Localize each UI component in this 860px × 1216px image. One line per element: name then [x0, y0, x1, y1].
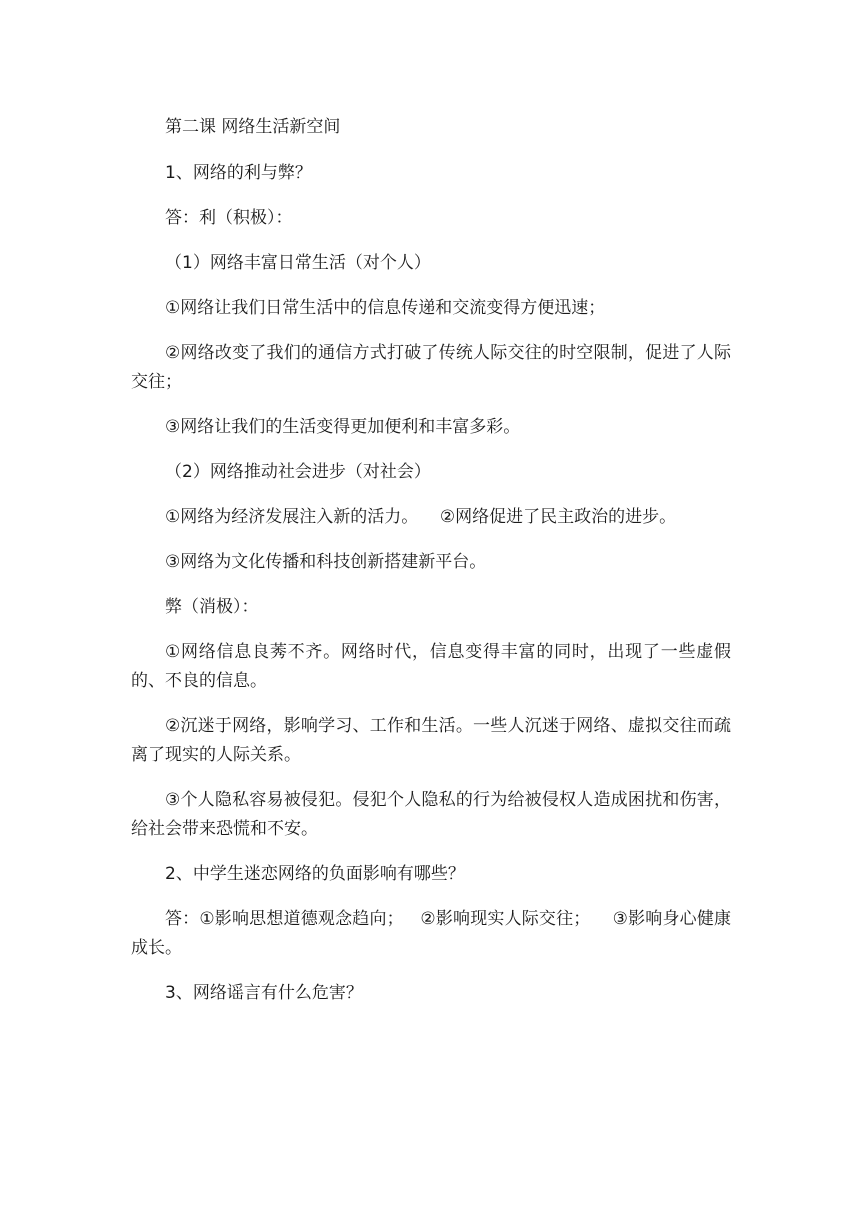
lesson-title: 第二课 网络生活新空间 [165, 117, 341, 137]
list-item: ①网络信息良莠不齐。网络时代，信息变得丰富的同时，出现了一些虚假的、不良的信息。 [131, 642, 731, 691]
list-item: ②沉迷于网络，影响学习、工作和生活。一些人沉迷于网络、虚拟交往而疏离了现实的人际关系。 [131, 716, 731, 765]
question-heading: 2、中学生迷恋网络的负面影响有哪些？ [165, 864, 465, 884]
list-item: ②网络改变了我们的通信方式打破了传统人际交往的时空限制，促进了人际交往； [131, 343, 731, 392]
question-heading: 1、网络的利与弊？ [165, 163, 312, 183]
list-item: ①网络为经济发展注入新的活力。 ②网络促进了民主政治的进步。 [165, 507, 677, 527]
list-item: ③个人隐私容易被侵犯。侵犯个人隐私的行为给被侵权人造成困扰和伤害，给社会带来恐慌和不安。 [131, 790, 731, 839]
answer-label: 弊（消极）： [165, 597, 259, 617]
subsection-heading: （2）网络推动社会进步（对社会） [165, 462, 431, 482]
list-item: ①网络让我们日常生活中的信息传递和交流变得方便迅速； [165, 298, 606, 318]
document-body [131, 113, 731, 1024]
list-item: ③网络为文化传播和科技创新搭建新平台。 [165, 552, 487, 572]
subsection-heading: （1）网络丰富日常生活（对个人） [165, 253, 431, 273]
question-heading: 3、网络谣言有什么危害？ [165, 983, 363, 1003]
answer-paragraph: 答：①影响思想道德观念趋向； ②影响现实人际交往； ③影响身心健康成长。 [131, 909, 731, 958]
list-item: ③网络让我们的生活变得更加便利和丰富多彩。 [165, 417, 521, 437]
answer-label: 答：利（积极）： [165, 208, 293, 228]
